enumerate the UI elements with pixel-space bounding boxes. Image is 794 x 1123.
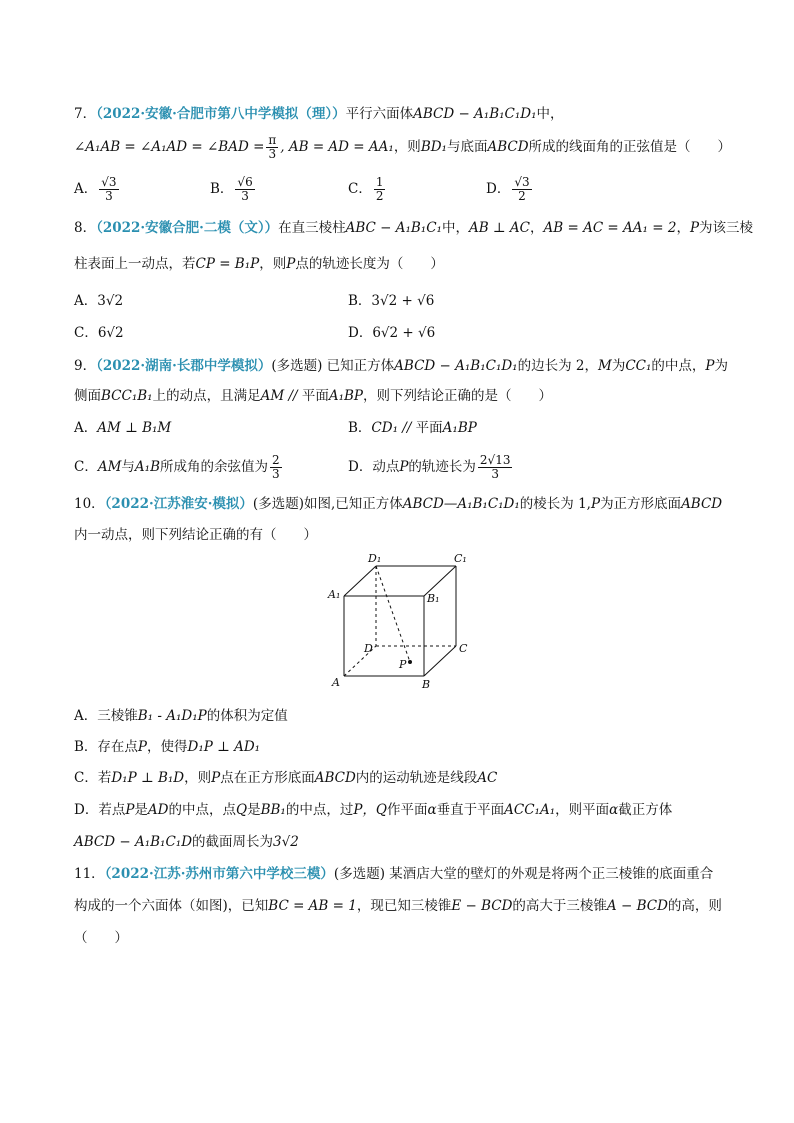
option-text: 平面 xyxy=(415,420,443,436)
q9-number: 9． xyxy=(74,358,97,374)
frac-den: 2 xyxy=(518,189,526,203)
q11-number: 11． xyxy=(74,866,105,882)
option-text: C．若 xyxy=(74,770,112,786)
q8-number: 8． xyxy=(74,220,97,236)
option-letter: A． xyxy=(74,181,98,197)
q7-segment: BD₁ xyxy=(420,139,447,155)
q9-point: M xyxy=(598,358,612,374)
q8-source: （2022·安徽合肥·二模（文）） xyxy=(96,220,279,236)
option-text: ，则平面 xyxy=(555,802,610,818)
frac-num: π xyxy=(268,133,277,147)
option-text: 的轨迹长为 xyxy=(408,459,476,475)
q8-text: ， xyxy=(530,220,544,236)
label-b: B xyxy=(422,678,431,691)
q9-option-c[interactable] xyxy=(74,454,284,481)
q10-base: ABCD xyxy=(681,496,723,512)
q9-text: ，则下列结论正确的是（ ） xyxy=(363,388,553,404)
option-math: P xyxy=(399,459,409,475)
frac-den: 2 xyxy=(375,189,384,203)
label-p: P xyxy=(399,658,407,671)
q7-option-b[interactable] xyxy=(210,176,257,203)
q9-face: BCC₁B₁ xyxy=(101,388,153,404)
option-letter: C． xyxy=(74,459,98,475)
option-math: AD xyxy=(147,802,169,818)
q8-option-c[interactable]: C．6√2 xyxy=(74,325,124,341)
option-text: 所成角的余弦值为 xyxy=(160,459,269,475)
q8-stem-line2 xyxy=(74,254,444,274)
q9-plane: A₁BP xyxy=(328,388,364,404)
q7-condition: , AB = AD = AA₁ xyxy=(280,139,394,155)
option-letter: D． xyxy=(486,181,511,197)
q11-stem-line2 xyxy=(74,896,722,916)
q7-option-c[interactable] xyxy=(348,176,387,203)
option-math: CD₁ // xyxy=(371,420,416,436)
frac-den: 3 xyxy=(241,189,249,203)
option-math: P，Q xyxy=(353,802,387,818)
q9-text: 的中点， xyxy=(651,358,706,374)
q7-source: （2022·安徽·合肥市第八中学模拟（理）） xyxy=(96,106,346,122)
q7-text: 平行六面体 xyxy=(345,106,414,122)
option-text: 作平面 xyxy=(387,802,428,818)
frac-num: 2√13 xyxy=(479,453,511,467)
option-text: 动点 xyxy=(372,459,400,475)
frac-num: 2 xyxy=(272,453,280,467)
option-math: α xyxy=(609,802,619,818)
option-math: B₁ - A₁D₁P xyxy=(137,708,207,724)
option-text: B．存在点 xyxy=(74,739,138,755)
q7-text: 所成的线面角的正弦值是（ ） xyxy=(528,139,732,155)
option-text: 与 xyxy=(121,459,135,475)
q7-option-a[interactable] xyxy=(74,176,121,203)
q9-text: 的边长为 2， xyxy=(517,358,598,374)
option-math: ACC₁A₁ xyxy=(504,802,556,818)
q8-stem-line1 xyxy=(74,218,753,238)
q10-text: 为正方形底面 xyxy=(600,496,682,512)
frac-den: 3 xyxy=(268,147,277,161)
option-math: A₁B xyxy=(134,459,161,475)
q8-text: 中， xyxy=(441,220,469,236)
option-math: D₁P ⊥ B₁D xyxy=(111,770,185,786)
q8-text: 柱表面上一动点，若 xyxy=(74,256,196,272)
option-math: A₁BP xyxy=(442,420,477,436)
q9-point: P xyxy=(705,358,715,374)
q9-segment: CC₁ xyxy=(625,358,652,374)
option-text: 的中点，过 xyxy=(285,802,354,818)
option-text: 是 xyxy=(247,802,261,818)
q8-prism: ABC − A₁B₁C₁ xyxy=(345,220,442,236)
option-text: 内的运动轨迹是线段 xyxy=(355,770,478,786)
q8-eq: CP = B₁P xyxy=(195,256,260,272)
q11-pyramid: A − BCD xyxy=(606,898,668,914)
q9-parallel: AM // xyxy=(260,388,302,404)
q11-text: 的高，则 xyxy=(667,898,722,914)
q11-pyramid: E − BCD xyxy=(451,898,513,914)
option-math: AC xyxy=(477,770,498,786)
q10-number: 10． xyxy=(74,496,105,512)
q8-point: P xyxy=(286,256,296,272)
q9-stem-line2 xyxy=(74,386,552,406)
option-math: P xyxy=(211,770,221,786)
option-math: D₁P ⊥ AD₁ xyxy=(187,739,261,755)
option-text: 是 xyxy=(134,802,148,818)
q8-point: P xyxy=(689,220,700,236)
q7-option-d[interactable] xyxy=(486,176,534,203)
option-math: ABCD xyxy=(314,770,356,786)
q11-text: 的高大于三棱锥 xyxy=(512,898,607,914)
q10-option-b[interactable] xyxy=(74,737,260,757)
frac-den: 3 xyxy=(272,467,280,481)
option-text: ，则 xyxy=(184,770,212,786)
option-math: ABCD − A₁B₁C₁D xyxy=(74,834,193,850)
q10-text: 的棱长为 1, xyxy=(519,496,591,512)
option-fraction xyxy=(512,176,531,203)
option-math: BB₁ xyxy=(260,802,286,818)
q10-stem-line2: 内一动点，则下列结论正确的有（ ） xyxy=(74,527,317,543)
option-text: 的截面周长为 xyxy=(192,834,274,850)
option-fraction xyxy=(235,176,254,203)
q9-text: 为 xyxy=(611,358,626,374)
segment-d1p xyxy=(376,566,410,662)
q8-text: ，则 xyxy=(259,256,287,272)
option-fraction xyxy=(374,176,386,203)
q9-text: 上的动点，且满足 xyxy=(152,388,261,404)
label-b1: B₁ xyxy=(427,592,440,605)
q8-option-d[interactable]: D．6√2 + √6 xyxy=(348,325,436,341)
cube-figure xyxy=(320,548,480,693)
q8-text: 为该三棱 xyxy=(699,220,754,236)
option-text: ，使得 xyxy=(147,739,188,755)
option-letter: D． xyxy=(348,459,373,475)
q10-text: (多选题)如图,已知正方体 xyxy=(252,496,403,512)
q8-eq: AB = AC = AA₁ = 2 xyxy=(543,220,677,236)
option-math: P xyxy=(125,802,135,818)
frac-num: √6 xyxy=(237,175,253,189)
label-a1: A₁ xyxy=(328,588,341,601)
q7-stem-line1 xyxy=(74,104,564,124)
q11-text: 构成的一个六面体（如图)，已知 xyxy=(74,898,269,914)
option-letter: A． xyxy=(74,420,98,436)
option-math: Q xyxy=(236,802,248,818)
option-text: D．若点 xyxy=(74,802,126,818)
option-text: 的体积为定值 xyxy=(206,708,288,724)
q10-stem-line1 xyxy=(74,494,722,514)
q10-cube: ABCD—A₁B₁C₁D₁ xyxy=(402,496,520,512)
q7-stem-line2 xyxy=(74,134,731,161)
option-fraction xyxy=(270,454,282,481)
q10-source: （2022·江苏淮安·模拟） xyxy=(104,496,253,512)
label-c1: C₁ xyxy=(454,552,467,565)
edge-bc xyxy=(424,646,456,676)
frac-num: √3 xyxy=(514,175,530,189)
q7-text: ，则 xyxy=(393,139,421,155)
option-letter: B． xyxy=(210,181,234,197)
q9-stem-line1 xyxy=(74,356,728,376)
edge-a1d1 xyxy=(344,566,376,596)
option-text: 点在正方形底面 xyxy=(220,770,315,786)
option-math: P xyxy=(137,739,148,755)
option-text: 垂直于平面 xyxy=(436,802,505,818)
q8-option-b[interactable]: B．3√2 + √6 xyxy=(348,293,435,309)
q8-text: 在直三棱柱 xyxy=(278,220,346,236)
q9-option-a[interactable] xyxy=(74,418,171,438)
option-letter: B． xyxy=(348,420,372,436)
q11-source: （2022·江苏·苏州市第六中学校三模） xyxy=(104,866,334,882)
q7-text: 中， xyxy=(536,106,564,122)
label-d: D xyxy=(364,642,373,655)
q9-text: (多选题) 已知正方体 xyxy=(271,358,395,374)
option-text: 的中点，点 xyxy=(168,802,236,818)
q8-option-a[interactable]: A．3√2 xyxy=(74,293,124,309)
q11-stem-line1 xyxy=(74,864,713,884)
q9-text: 为 xyxy=(714,358,728,374)
frac-den: 3 xyxy=(491,467,500,481)
q10-option-a[interactable] xyxy=(74,706,288,726)
option-fraction xyxy=(99,176,118,203)
frac-num: √3 xyxy=(101,175,117,189)
q9-cube: ABCD − A₁B₁C₁D₁ xyxy=(394,358,518,374)
frac-den: 3 xyxy=(105,189,113,203)
q7-text: 与底面 xyxy=(446,139,488,155)
point-p-dot xyxy=(408,660,412,664)
option-fraction xyxy=(478,454,513,481)
option-math: α xyxy=(427,802,437,818)
q7-solid: ABCD − A₁B₁C₁D₁ xyxy=(413,106,537,122)
q7-condition-fraction xyxy=(266,134,278,161)
q10-option-d[interactable] xyxy=(74,800,672,820)
q9-option-d[interactable] xyxy=(348,454,514,481)
q8-perp: AB ⊥ AC xyxy=(468,220,530,236)
q10-point: P xyxy=(590,496,601,512)
q11-stem-line3: （ ） xyxy=(74,930,128,946)
q11-eq: BC = AB = 1 xyxy=(268,898,357,914)
q9-text: 侧面 xyxy=(74,388,101,404)
q9-source: （2022·湖南·长郡中学模拟） xyxy=(96,358,272,374)
q7-number: 7． xyxy=(74,106,97,122)
label-a: A xyxy=(332,676,340,689)
option-math: 3√2 xyxy=(273,834,299,850)
q7-condition: ∠A₁AB = ∠A₁AD = ∠BAD = xyxy=(74,139,265,155)
q11-text: (多选题) 某酒店大堂的壁灯的外观是将两个正三棱锥的底面重合 xyxy=(333,866,714,882)
label-d1: D₁ xyxy=(368,552,382,565)
q7-plane: ABCD xyxy=(487,139,529,155)
option-math: AM xyxy=(97,459,122,475)
q8-text: 点的轨迹长度为（ ） xyxy=(295,256,444,272)
q11-text: ，现已知三棱锥 xyxy=(356,898,452,914)
option-math: AM ⊥ B₁M xyxy=(97,420,172,436)
q10-option-c[interactable] xyxy=(74,768,497,788)
option-text: A．三棱锥 xyxy=(74,708,138,724)
q10-option-d-line2 xyxy=(74,832,299,852)
option-letter: C． xyxy=(348,181,372,197)
option-text: 截正方体 xyxy=(618,802,673,818)
label-c: C xyxy=(459,642,468,655)
q8-text: ， xyxy=(676,220,690,236)
q9-option-b[interactable] xyxy=(348,418,477,438)
q9-text: 平面 xyxy=(301,388,329,404)
frac-num: 1 xyxy=(375,175,384,189)
